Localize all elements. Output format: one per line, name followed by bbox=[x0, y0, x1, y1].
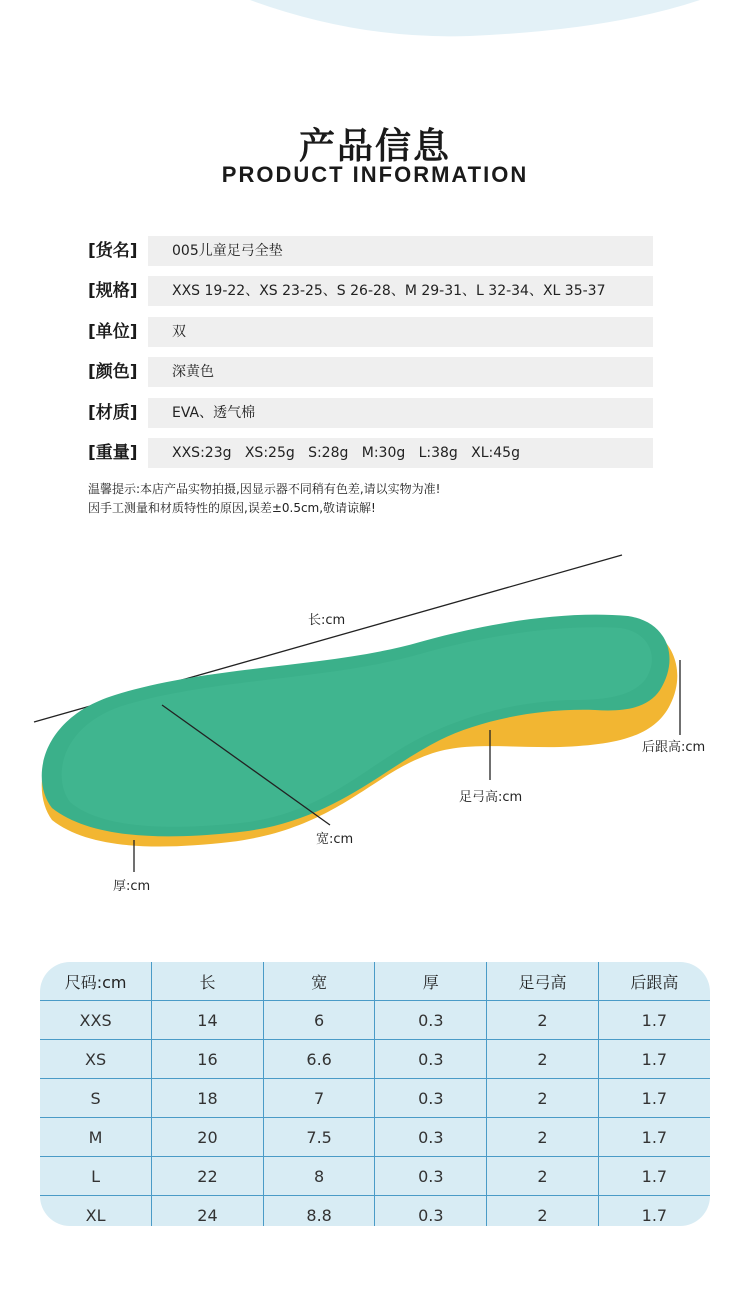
arch-height-label: 足弓高:cm bbox=[459, 790, 523, 805]
table-cell: 16 bbox=[152, 1040, 264, 1079]
spec-value: 005儿童足弓全垫 bbox=[148, 236, 653, 266]
table-cell: 1.7 bbox=[598, 1157, 710, 1196]
table-cell: 6 bbox=[263, 1001, 375, 1040]
table-cell: 14 bbox=[152, 1001, 264, 1040]
spec-label: [单位] bbox=[88, 322, 138, 342]
table-row bbox=[40, 1079, 710, 1118]
table-cell: 0.3 bbox=[375, 1196, 487, 1227]
table-cell: 0.3 bbox=[375, 1157, 487, 1196]
table-cell: 1.7 bbox=[598, 1040, 710, 1079]
heel-height-label: 后跟高:cm bbox=[642, 740, 706, 755]
table-cell: 2 bbox=[487, 1196, 599, 1227]
length-label: 长:cm bbox=[308, 613, 346, 628]
notice-text bbox=[88, 480, 441, 518]
spec-row-name bbox=[88, 236, 653, 266]
table-cell: 1.7 bbox=[598, 1001, 710, 1040]
top-wave-decoration bbox=[0, 0, 750, 70]
table-cell: 0.3 bbox=[375, 1079, 487, 1118]
table-cell: 2 bbox=[487, 1001, 599, 1040]
spec-row-color bbox=[88, 357, 653, 387]
table-cell: XS bbox=[40, 1040, 152, 1079]
table-cell: 8.8 bbox=[263, 1196, 375, 1227]
table-cell: 2 bbox=[487, 1118, 599, 1157]
table-header-cell: 尺码:cm bbox=[40, 962, 152, 1001]
table-header-cell: 后跟高 bbox=[598, 962, 710, 1001]
table-cell: 0.3 bbox=[375, 1118, 487, 1157]
table-header-cell: 宽 bbox=[263, 962, 375, 1001]
spec-row-material bbox=[88, 398, 653, 428]
spec-row-size bbox=[88, 276, 653, 306]
table-cell: 1.7 bbox=[598, 1079, 710, 1118]
spec-label: [材质] bbox=[88, 403, 138, 423]
table-cell: 2 bbox=[487, 1040, 599, 1079]
spec-label: [货名] bbox=[88, 241, 138, 261]
spec-label: [规格] bbox=[88, 281, 138, 301]
notice-line: 因手工测量和材质特性的原因,误差±0.5cm,敬请谅解! bbox=[88, 501, 376, 515]
table-cell: 6.6 bbox=[263, 1040, 375, 1079]
spec-value: XXS 19-22、XS 23-25、S 26-28、M 29-31、L 32-34、XL 35-37 bbox=[148, 276, 653, 306]
table-cell: 1.7 bbox=[598, 1118, 710, 1157]
table-cell: 2 bbox=[487, 1079, 599, 1118]
table-cell: 0.3 bbox=[375, 1040, 487, 1079]
table-cell: 22 bbox=[152, 1157, 264, 1196]
size-table bbox=[40, 962, 710, 1226]
table-cell: S bbox=[40, 1079, 152, 1118]
spec-value: 双 bbox=[148, 317, 653, 347]
spec-row-weight bbox=[88, 438, 653, 468]
table-cell: M bbox=[40, 1118, 152, 1157]
spec-value: XXS:23g XS:25g S:28g M:30g L:38g XL:45g bbox=[148, 438, 653, 468]
width-label: 宽:cm bbox=[316, 832, 354, 847]
table-row bbox=[40, 1118, 710, 1157]
spec-value: 深黄色 bbox=[148, 357, 653, 387]
table-cell: 24 bbox=[152, 1196, 264, 1227]
table-cell: 0.3 bbox=[375, 1001, 487, 1040]
table-header-cell: 厚 bbox=[375, 962, 487, 1001]
table-cell: 18 bbox=[152, 1079, 264, 1118]
table-cell: 1.7 bbox=[641, 1205, 668, 1225]
page-title: 产品信息 bbox=[298, 126, 451, 167]
table-cell: 2 bbox=[487, 1157, 599, 1196]
spec-row-unit bbox=[88, 317, 653, 347]
table-cell: 8 bbox=[263, 1157, 375, 1196]
table-header-cell: 足弓高 bbox=[487, 962, 599, 1001]
table-cell: XXS bbox=[40, 1001, 152, 1040]
table-row bbox=[40, 1196, 710, 1227]
table-cell: XL bbox=[40, 1196, 152, 1227]
table-row bbox=[40, 1001, 710, 1040]
table-row bbox=[40, 1040, 710, 1079]
table-cell: L bbox=[40, 1157, 152, 1196]
table-row bbox=[40, 1157, 710, 1196]
spec-label: [颜色] bbox=[88, 362, 138, 382]
table-header-cell: 长 bbox=[152, 962, 264, 1001]
spec-value: EVA、透气棉 bbox=[148, 398, 653, 428]
notice-line: 温馨提示:本店产品实物拍摄,因显示器不同稍有色差,请以实物为准! bbox=[88, 482, 441, 496]
table-cell: 7.5 bbox=[263, 1118, 375, 1157]
thickness-label: 厚:cm bbox=[113, 879, 151, 894]
table-cell: 20 bbox=[152, 1118, 264, 1157]
table-header-row bbox=[40, 962, 710, 1001]
page-subtitle: PRODUCT INFORMATION bbox=[221, 162, 529, 187]
spec-label: [重量] bbox=[88, 443, 138, 463]
table-cell: 7 bbox=[263, 1079, 375, 1118]
